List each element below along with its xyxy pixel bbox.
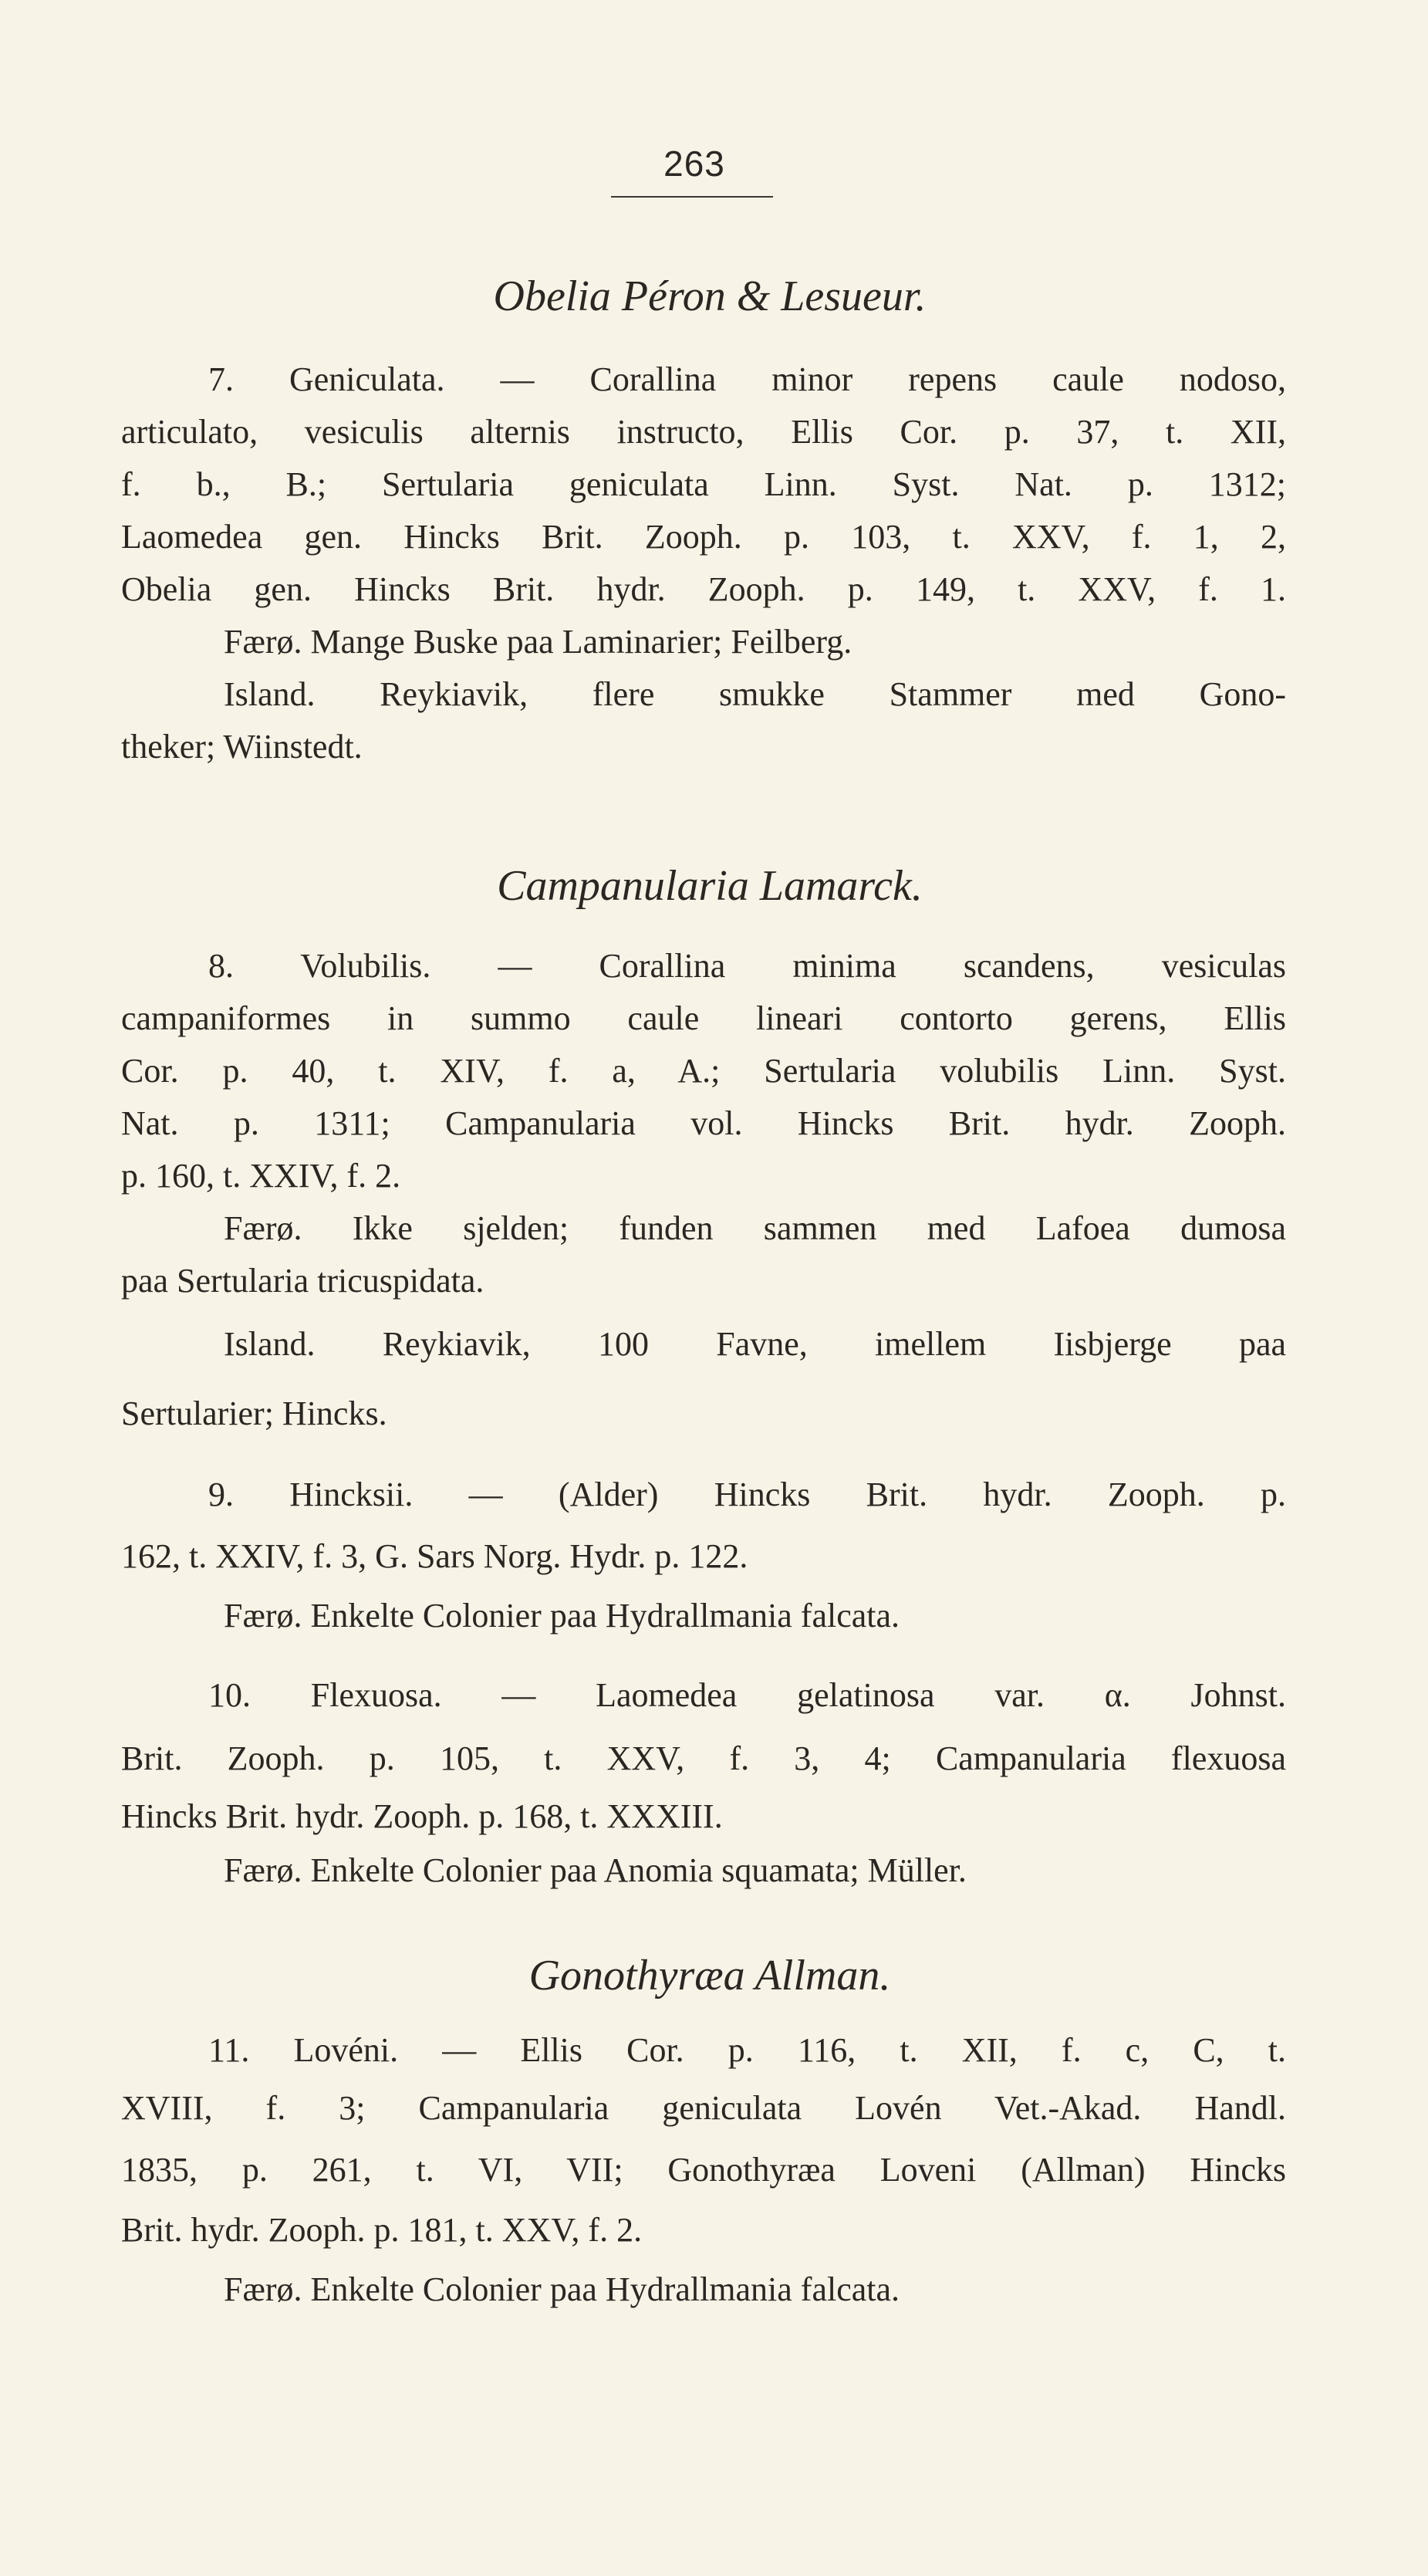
text-line: Brit. hydr. Zooph. p. 181, t. XXV, f. 2. (121, 2211, 643, 2249)
page-number: 263 (663, 144, 725, 184)
text-line: articulato, vesiculis alternis instructo, Ellis Cor. p. 37, t. XII, (121, 413, 1286, 451)
text-line: 11. Lovéni. — Ellis Cor. p. 116, t. XII, f. c, C, t. (208, 2031, 1286, 2069)
text-line: Færø. Enkelte Colonier paa Hydrallmania falcata. (224, 2270, 900, 2308)
genus-heading-campanularia: Campanularia Lamarck. (497, 862, 923, 910)
text-line: Island. Reykiavik, flere smukke Stammer med Gono- (224, 675, 1286, 713)
text-line: Cor. p. 40, t. XIV, f. a, A.; Sertularia volubilis Linn. Syst. (121, 1052, 1286, 1090)
text-line: XVIII, f. 3; Campanularia geniculata Lovén Vet.-Akad. Handl. (121, 2089, 1286, 2127)
text-line: f. b., B.; Sertularia geniculata Linn. Syst. Nat. p. 1312; (121, 465, 1286, 503)
text-line: 8. Volubilis. — Corallina minima scandens, vesiculas (208, 947, 1286, 985)
text-line: Nat. p. 1311; Campanularia vol. Hincks Brit. hydr. Zooph. (121, 1104, 1286, 1142)
text-line: theker; Wiinstedt. (121, 728, 363, 766)
genus-heading-obelia: Obelia Péron & Lesueur. (493, 272, 927, 320)
text-line: Island. Reykiavik, 100 Favne, imellem Iisbjerge paa (224, 1325, 1286, 1363)
text-line: campaniformes in summo caule lineari contorto gerens, Ellis (121, 999, 1286, 1037)
genus-heading-gonothyraea: Gonothyræa Allman. (528, 1952, 891, 2000)
text-line: 10. Flexuosa. — Laomedea gelatinosa var. α. Johnst. (208, 1676, 1286, 1714)
text-line: Færø. Mange Buske paa Laminarier; Feilberg. (224, 623, 852, 661)
text-line: 7. Geniculata. — Corallina minor repens caule nodoso, (208, 360, 1286, 398)
text-line: 162, t. XXIV, f. 3, G. Sars Norg. Hydr. p. 122. (121, 1537, 748, 1575)
text-line: p. 160, t. XXIV, f. 2. (121, 1157, 401, 1195)
text-line: Obelia gen. Hincks Brit. hydr. Zooph. p. 149, t. XXV, f. 1. (121, 570, 1286, 608)
text-line: Hincks Brit. hydr. Zooph. p. 168, t. XXXIII. (121, 1797, 723, 1835)
text-line: 9. Hincksii. — (Alder) Hincks Brit. hydr. Zooph. p. (208, 1476, 1286, 1513)
text-line: 1835, p. 261, t. VI, VII; Gonothyræa Loveni (Allman) Hincks (121, 2151, 1286, 2189)
text-line: Færø. Enkelte Colonier paa Anomia squamata; Müller. (224, 1851, 967, 1889)
text-line: Brit. Zooph. p. 105, t. XXV, f. 3, 4; Campanularia flexuosa (121, 1739, 1286, 1777)
text-line: Færø. Ikke sjelden; funden sammen med Lafoea dumosa (224, 1209, 1286, 1247)
page-number-rule (611, 196, 773, 198)
text-line: paa Sertularia tricuspidata. (121, 1262, 484, 1300)
text-line: Sertularier; Hincks. (121, 1394, 387, 1432)
text-line: Laomedea gen. Hincks Brit. Zooph. p. 103, t. XXV, f. 1, 2, (121, 518, 1286, 556)
text-line: Færø. Enkelte Colonier paa Hydrallmania falcata. (224, 1597, 900, 1635)
